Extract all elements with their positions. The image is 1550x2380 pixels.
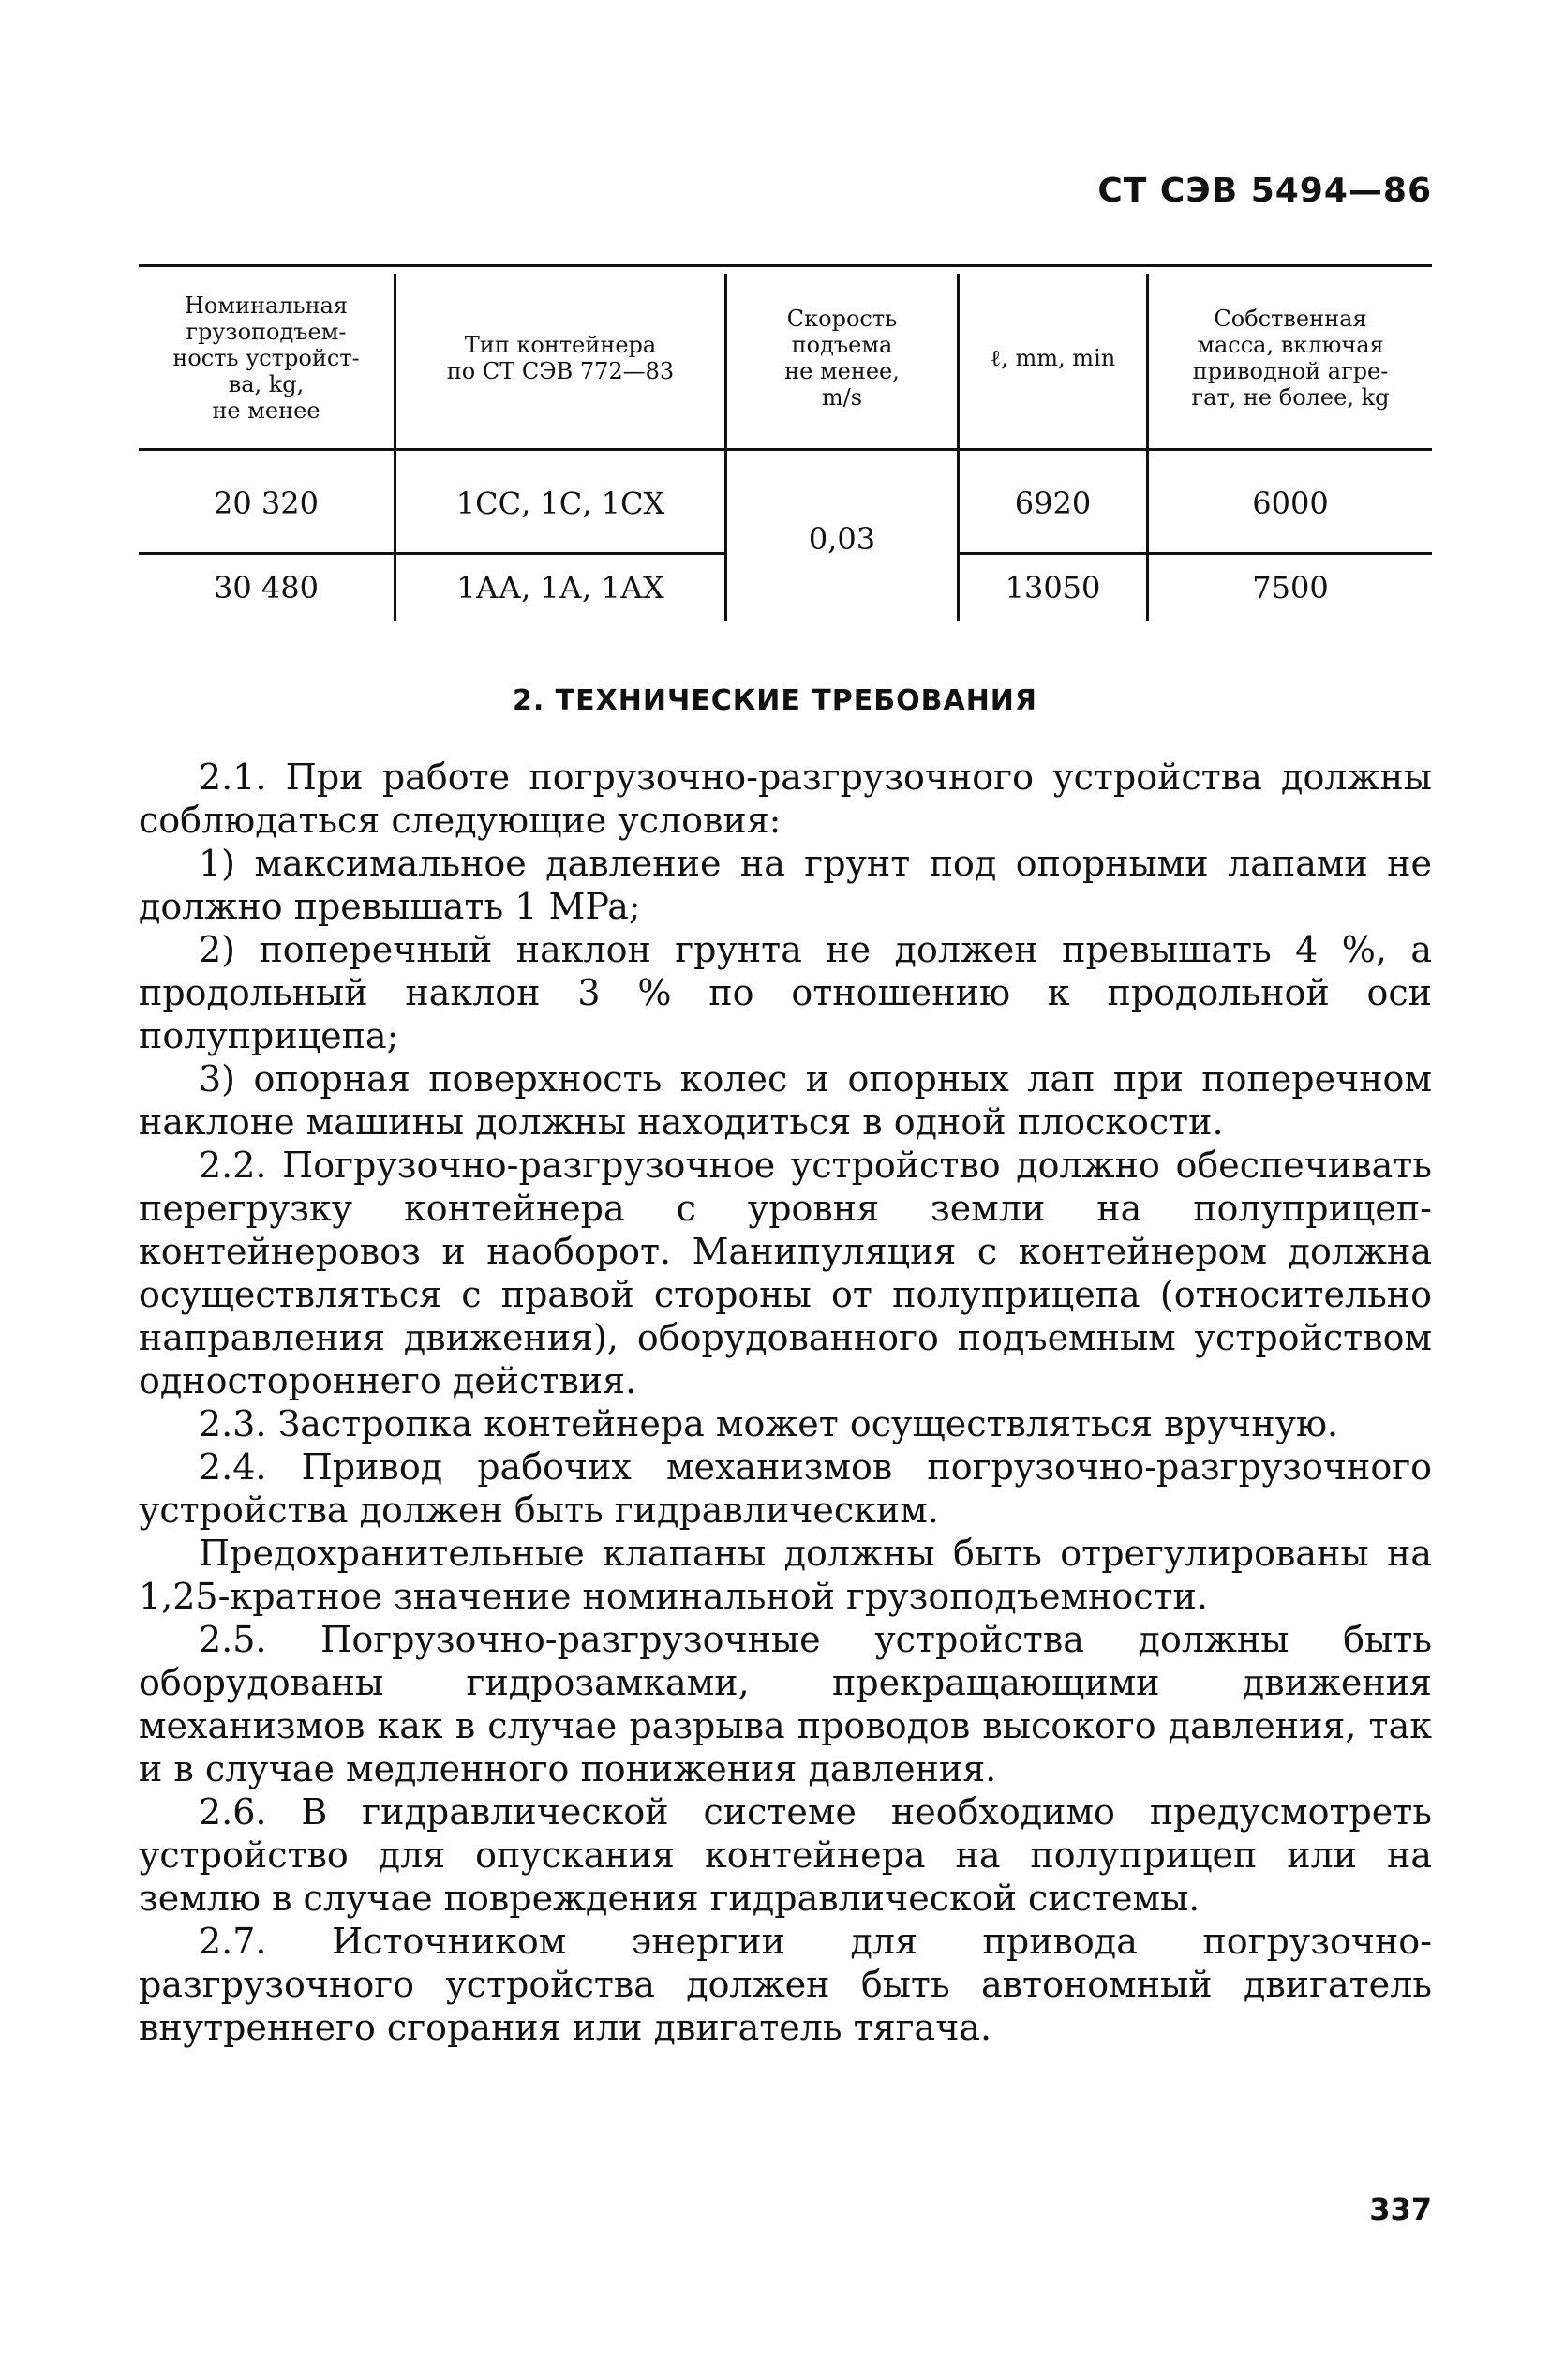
paragraph: 2.6. В гидравлической системе необходимо предусмотреть устройство для опускания контейнера на полуприцеп или на землю в случае повреждения гидравлической системы. (139, 1791, 1432, 1919)
paragraph: 1) максимальное давление на грунт под опорными лапами не должно превышать 1 MPa; (139, 843, 1432, 927)
paragraph: 2) поперечный наклон грунта не должен превышать 4 %, а продольный наклон 3 % по отношению к продольной оси полуприцепа; (139, 929, 1432, 1056)
table-cell-type: 1АА, 1А, 1АХ (456, 570, 664, 606)
column-header-container-type: Тип контейнера по СТ СЭВ 772—83 (446, 332, 675, 384)
paragraph: 3) опорная поверхность колес и опорных лап при поперечном наклоне машины должны находиться в одной плоскости. (139, 1058, 1432, 1143)
body-text (139, 756, 1432, 2049)
paragraph: 2.3. Застропка контейнера может осуществляться вручную. (199, 1403, 1339, 1444)
section-title: 2. ТЕХНИЧЕСКИЕ ТРЕБОВАНИЯ (512, 684, 1038, 717)
column-header-mass: Собственная масса, включая приводной агре- гат, не более, kg (1191, 306, 1390, 411)
table-top-rule (139, 264, 1432, 267)
column-header-speed: Скорость подъема не менее, m/s (784, 306, 900, 411)
table-cell-capacity: 20 320 (214, 486, 319, 521)
paragraph: 2.2. Погрузочно-разгрузочное устройство должно обеспечивать перегрузку контейнера с уровня земли на полуприцеп-контейнеровоз и наоборот. Манипуляция с контейнером должна осуществляться с правой стороны от полуприцепа (относительно направления движения), оборудованного подъемным устройством одностороннего действия. (139, 1145, 1432, 1401)
page-number: 337 (1369, 2192, 1432, 2227)
paragraph: Предохранительные клапаны должны быть отрегулированы на 1,25-кратное значение номинальной грузоподъемности. (139, 1533, 1432, 1617)
table-cell-l: 6920 (1014, 486, 1092, 521)
table-row-rule-right (957, 552, 1432, 555)
paragraph: 2.7. Источником энергии для привода погрузочно-разгрузочного устройства должен быть автономный двигатель внутреннего сгорания или двигатель тягача. (139, 1921, 1432, 2048)
table-cell-speed: 0,03 (808, 520, 876, 557)
table-cell-l: 13050 (1005, 570, 1101, 606)
paragraph: 2.4. Привод рабочих механизмов погрузочно-разгрузочного устройства должен быть гидравлическим. (139, 1446, 1432, 1531)
paragraph: 2.5. Погрузочно-разгрузочные устройства должны быть оборудованы гидрозамками, прекращающими движения механизмов как в случае разрыва проводов высокого давления, так и в случае медленного понижения давления. (139, 1619, 1432, 1789)
table-cell-mass: 6000 (1252, 486, 1329, 521)
table-cell-type: 1СС, 1С, 1СХ (455, 486, 665, 521)
standard-code: СТ СЭВ 5494—86 (1097, 172, 1432, 210)
table-row-rule-left (139, 552, 724, 555)
column-header-capacity: Номинальная грузоподъем- ность устройст- ва, kg, не менее (172, 292, 360, 424)
table-header-rule (139, 448, 1432, 451)
specs-table (139, 264, 1432, 624)
paragraph: 2.1. При работе погрузочно-разгрузочного устройства должны соблюдаться следующие условия: (139, 756, 1432, 841)
column-header-l: ℓ, mm, min (990, 345, 1116, 371)
table-cell-capacity: 30 480 (214, 570, 319, 606)
table-cell-mass: 7500 (1252, 570, 1329, 606)
